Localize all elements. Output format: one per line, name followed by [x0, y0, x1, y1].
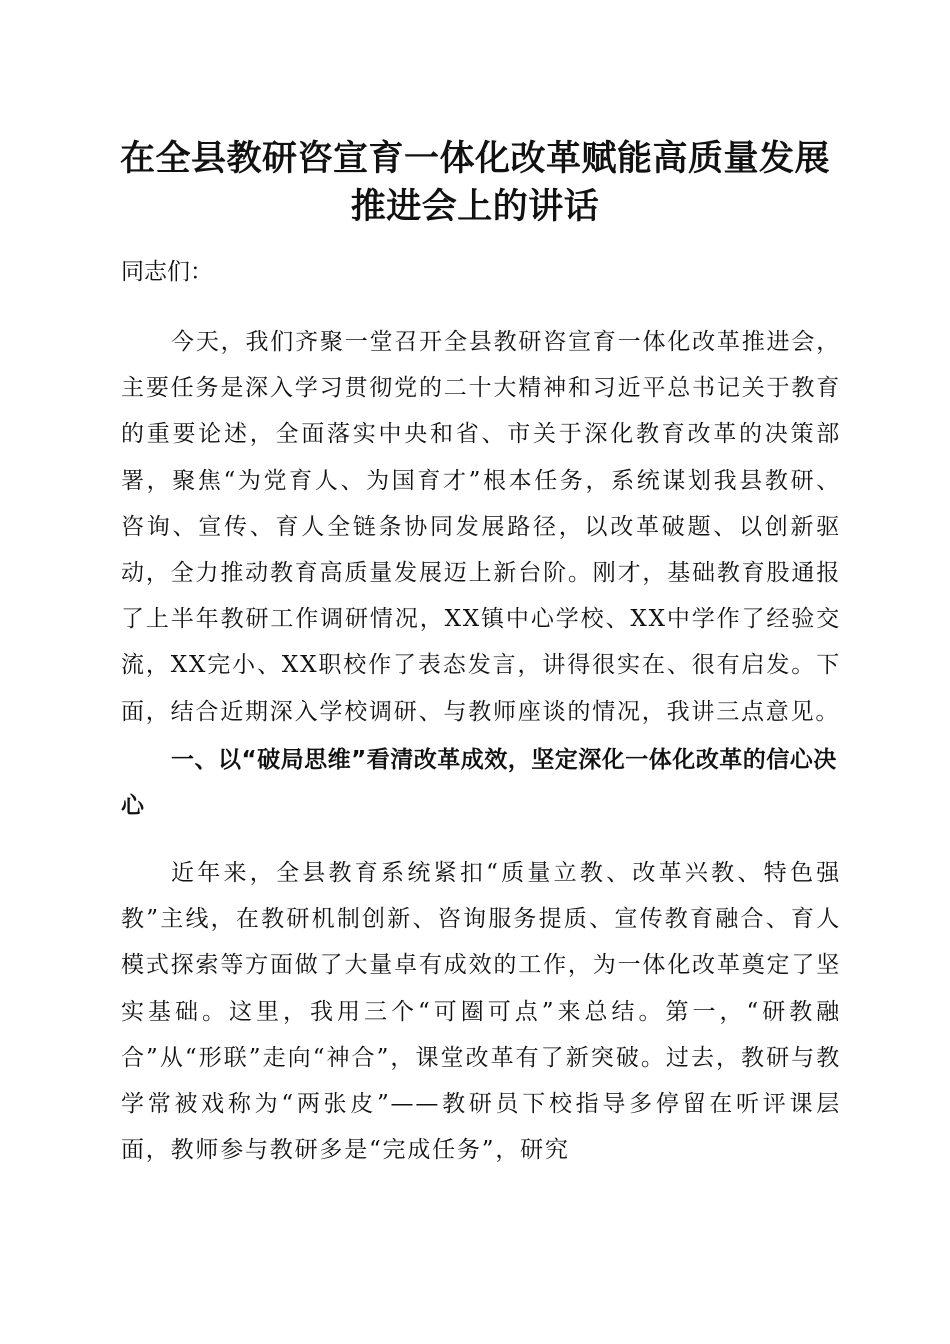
paragraph-section-1: 近年来，全县教育系统紧扣“质量立教、改革兴教、特色强教”主线，在教研机制创新、咨询服务提质、宣传教育融合、育人模式探索等方面做了大量卓有成效的工作，为一体化改革奠定了坚实基础。这里，我用三个“可圈可点”来总结。第一，“研教融合”从“形联”走向“神合”，课堂改革有了新突破。过去，教研与教学常被戏称为“两张皮”——教研员下校指导多停留在听评课层面，教师参与教研多是“完成任务”，研究	[121, 860, 841, 1164]
paragraph-intro: 今天，我们齐聚一堂召开全县教研咨宣育一体化改革推进会，主要任务是深入学习贯彻党的二十大精神和习近平总书记关于教育的重要论述，全面落实中央和省、市关于深化教育改革的决策部署，聚焦“为党育人、为国育才”根本任务，系统谋划我县教研、咨询、宣传、育人全链条协同发展路径，以改革破题、以创新驱动，全力推动教育高质量发展迈上新台阶。刚才，基础教育股通报了上半年教研工作调研情况，XX镇中心学校、XX中学作了经验交流，XX完小、XX职校作了表态发言，讲得很实在、很有启发。下面，结合近期深入学校调研、与教师座谈的情况，我讲三点意见。	[121, 329, 841, 725]
document-title-line-1: 在全县教研咨宣育一体化改革赋能高质量发展	[119, 138, 830, 179]
salutation: 同志们：	[121, 259, 213, 285]
document-title-line-2: 推进会上的讲话	[350, 186, 600, 227]
section-heading-1: 一、以“破局思维”看清改革成效，坚定深化一体化改革的信心决心	[121, 747, 837, 819]
